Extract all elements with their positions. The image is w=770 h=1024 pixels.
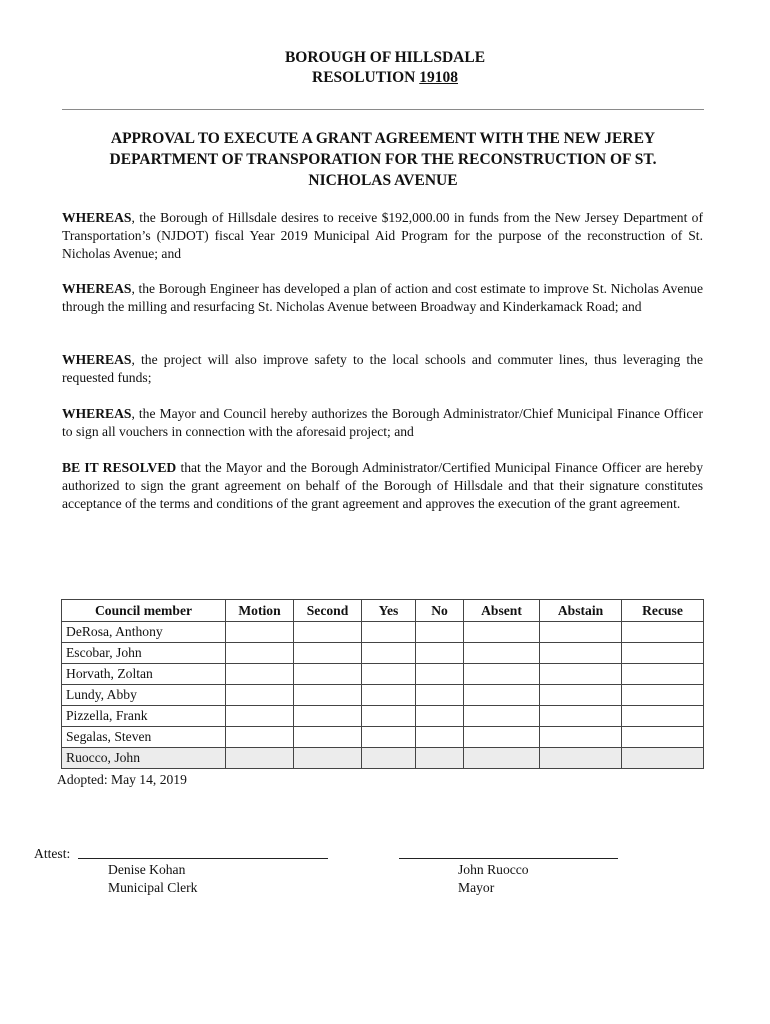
council-member-name: Horvath, Zoltan bbox=[62, 664, 226, 685]
paragraph-lead: WHEREAS bbox=[62, 210, 132, 225]
column-header: Council member bbox=[62, 600, 226, 622]
title-line-2: DEPARTMENT OF TRANSPORATION FOR THE RECONSTRUCTION OF ST. bbox=[109, 151, 657, 168]
vote-cell bbox=[416, 664, 464, 685]
vote-cell bbox=[294, 643, 362, 664]
header-divider bbox=[62, 109, 704, 110]
vote-cell bbox=[294, 664, 362, 685]
vote-cell bbox=[226, 643, 294, 664]
council-member-name: Ruocco, John bbox=[62, 748, 226, 769]
vote-cell bbox=[362, 685, 416, 706]
council-member-name: Lundy, Abby bbox=[62, 685, 226, 706]
clerk-signature-block bbox=[108, 861, 197, 897]
paragraph-text: , the Mayor and Council hereby authorizes the Borough Administrator/Chief Municipal Finance Officer to sign all vouchers in connection with the aforesaid project; and bbox=[62, 406, 703, 439]
table-row bbox=[62, 748, 704, 769]
title-line-3: NICHOLAS AVENUE bbox=[308, 172, 458, 189]
vote-cell bbox=[622, 622, 704, 643]
table-row bbox=[62, 622, 704, 643]
table-row bbox=[62, 664, 704, 685]
council-member-name: Pizzella, Frank bbox=[62, 706, 226, 727]
clerk-title: Municipal Clerk bbox=[108, 880, 198, 895]
council-member-name: Segalas, Steven bbox=[62, 727, 226, 748]
column-header: Second bbox=[294, 600, 362, 622]
vote-cell bbox=[540, 664, 622, 685]
vote-cell bbox=[362, 643, 416, 664]
document-title bbox=[62, 128, 704, 191]
vote-cell bbox=[294, 622, 362, 643]
table-row bbox=[62, 727, 704, 748]
vote-cell bbox=[416, 643, 464, 664]
vote-cell bbox=[294, 727, 362, 748]
vote-cell bbox=[362, 622, 416, 643]
vote-cell bbox=[622, 664, 704, 685]
vote-cell bbox=[362, 727, 416, 748]
table-row bbox=[62, 685, 704, 706]
table-row bbox=[62, 643, 704, 664]
paragraph-text: , the project will also improve safety to the local schools and commuter lines, thus leveraging the requested funds; bbox=[62, 352, 703, 385]
whereas-paragraph-2 bbox=[62, 280, 703, 316]
column-header: No bbox=[416, 600, 464, 622]
vote-cell bbox=[622, 643, 704, 664]
table-header-row bbox=[62, 600, 704, 622]
paragraph-lead: WHEREAS bbox=[62, 281, 132, 296]
resolution-number: 19108 bbox=[419, 69, 458, 86]
vote-cell bbox=[464, 685, 540, 706]
whereas-paragraph-3 bbox=[62, 351, 703, 387]
paragraph-text: , the Borough Engineer has developed a plan of action and cost estimate to improve St. Nicholas Avenue through the milling and resurfacing St. Nicholas Avenue between Broadway and Kinderkamack Road; and bbox=[62, 281, 703, 314]
vote-cell bbox=[540, 706, 622, 727]
column-header: Motion bbox=[226, 600, 294, 622]
mayor-signature-block bbox=[458, 861, 529, 897]
column-header: Abstain bbox=[540, 600, 622, 622]
mayor-signature-line bbox=[399, 858, 618, 859]
vote-cell bbox=[226, 727, 294, 748]
attest-label: Attest: bbox=[34, 846, 71, 861]
paragraph-text: that the Mayor and the Borough Administrator/Certified Municipal Finance Officer are hereby authorized to sign the grant agreement on behalf of the Borough of Hillsdale and that their signature constitutes acceptance of the terms and conditions of the grant agreement and approves the execution of the grant agreement. bbox=[62, 460, 703, 511]
resolution-label: RESOLUTION bbox=[312, 69, 416, 86]
vote-cell bbox=[362, 706, 416, 727]
vote-cell bbox=[294, 706, 362, 727]
vote-cell bbox=[622, 727, 704, 748]
vote-cell bbox=[622, 685, 704, 706]
vote-cell bbox=[226, 685, 294, 706]
vote-cell bbox=[416, 622, 464, 643]
paragraph-lead: WHEREAS bbox=[62, 406, 132, 421]
adopted-date: Adopted: May 14, 2019 bbox=[57, 772, 187, 787]
vote-cell bbox=[540, 622, 622, 643]
resolution-heading bbox=[0, 68, 770, 88]
vote-cell bbox=[226, 664, 294, 685]
vote-cell bbox=[464, 622, 540, 643]
vote-cell bbox=[540, 685, 622, 706]
vote-cell bbox=[416, 706, 464, 727]
vote-cell bbox=[464, 706, 540, 727]
whereas-paragraph-4 bbox=[62, 405, 703, 441]
vote-cell bbox=[294, 685, 362, 706]
vote-cell bbox=[540, 643, 622, 664]
resolved-paragraph bbox=[62, 459, 703, 513]
vote-cell bbox=[540, 727, 622, 748]
column-header: Recuse bbox=[622, 600, 704, 622]
vote-cell bbox=[226, 748, 294, 769]
vote-cell bbox=[622, 748, 704, 769]
council-member-name: DeRosa, Anthony bbox=[62, 622, 226, 643]
vote-cell bbox=[622, 706, 704, 727]
paragraph-text: , the Borough of Hillsdale desires to receive $192,000.00 in funds from the New Jersey Department of Transportation’s (NJDOT) fiscal Year 2019 Municipal Aid Program for the purpose of the reconstruction of St. Nicholas Avenue; and bbox=[62, 210, 703, 261]
clerk-name: Denise Kohan bbox=[108, 862, 186, 877]
mayor-name: John Ruocco bbox=[458, 862, 529, 877]
council-vote-table bbox=[61, 599, 704, 769]
table-row bbox=[62, 706, 704, 727]
vote-cell bbox=[226, 622, 294, 643]
column-header: Yes bbox=[362, 600, 416, 622]
vote-cell bbox=[416, 748, 464, 769]
vote-cell bbox=[540, 748, 622, 769]
vote-cell bbox=[362, 748, 416, 769]
vote-cell bbox=[362, 664, 416, 685]
vote-cell bbox=[464, 643, 540, 664]
vote-cell bbox=[226, 706, 294, 727]
paragraph-lead: BE IT RESOLVED bbox=[62, 460, 177, 475]
whereas-paragraph-1 bbox=[62, 209, 703, 263]
vote-cell bbox=[464, 748, 540, 769]
paragraph-lead: WHEREAS bbox=[62, 352, 132, 367]
column-header: Absent bbox=[464, 600, 540, 622]
vote-cell bbox=[294, 748, 362, 769]
vote-cell bbox=[464, 727, 540, 748]
clerk-signature-line bbox=[78, 858, 328, 859]
vote-cell bbox=[416, 685, 464, 706]
title-line-1: APPROVAL TO EXECUTE A GRANT AGREEMENT WITH THE NEW JEREY bbox=[110, 130, 656, 147]
vote-cell bbox=[464, 664, 540, 685]
mayor-title: Mayor bbox=[458, 880, 495, 895]
borough-heading: BOROUGH OF HILLSDALE bbox=[284, 49, 486, 66]
vote-cell bbox=[416, 727, 464, 748]
council-member-name: Escobar, John bbox=[62, 643, 226, 664]
